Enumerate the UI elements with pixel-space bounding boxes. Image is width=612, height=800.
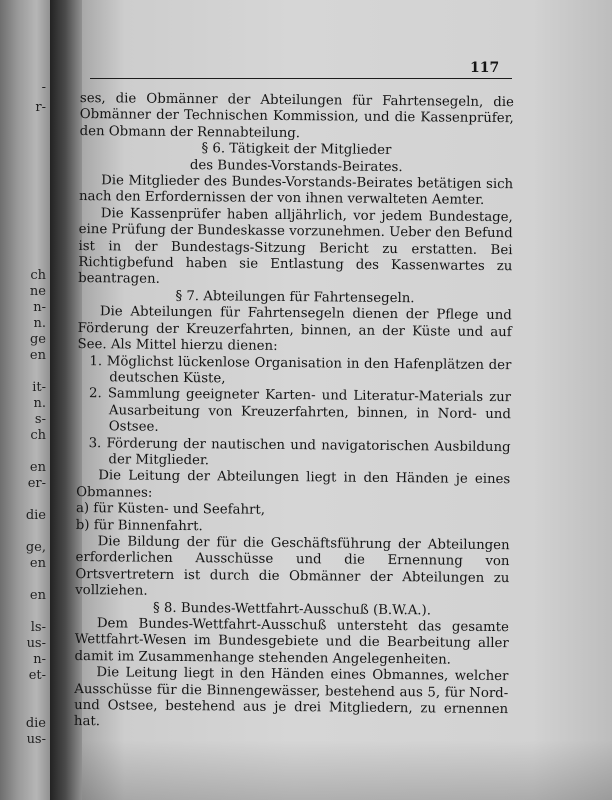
section-heading-6-line2: des Bundes-Vorstands-Beirates.	[189, 157, 403, 175]
section-heading-7: § 7. Abteilungen für Fahrtensegeln.	[175, 288, 415, 307]
numbered-list	[76, 353, 511, 472]
left-margin-fragment: us-	[26, 636, 46, 651]
page-body	[74, 91, 514, 735]
left-margin-fragment: en	[29, 556, 46, 571]
left-margin-fragment: r-	[35, 100, 46, 115]
header-rule	[90, 78, 512, 79]
page-number: 117	[470, 60, 500, 76]
left-margin-fragment: ch	[30, 428, 46, 443]
left-margin-fragment: die	[25, 508, 46, 523]
list-item: 1. Möglichst lückenlose Organisation in den Hafenplätzen der deutschen Küste,	[89, 353, 512, 387]
left-margin-fragment: -	[41, 80, 46, 95]
page-shadow	[82, 740, 612, 800]
left-margin-fragment: et-	[28, 668, 46, 683]
list-item: 2. Sammlung geeigneter Karten- und Literatur-Materials zur Ausarbeitung von Kreuzerfahrten, binnen, in Nord- und Ostsee.	[89, 386, 512, 435]
left-margin-fragment: n.	[33, 316, 46, 331]
paragraph: Die Mitglieder des Bundes-Vorstands-Beirates betätigen sich nach den Erfordernissen der von ihnen verwalteten Aemter.	[78, 173, 514, 209]
left-margin-fragment: ls-	[30, 620, 46, 635]
left-margin-fragment: en	[29, 588, 46, 603]
left-margin-fragment: ge	[29, 332, 46, 347]
left-margin-fragment: us-	[26, 732, 46, 747]
list-item: 3. Förderung der nautischen und navigatorischen Ausbildung der Mitglieder.	[88, 435, 511, 469]
paragraph: ses, die Obmänner der Abteilungen für Fahrtensegeln, die Obmänner der Technischen Kommission, und die Kassenprüfer, den Obmann der Rennabteilung.	[79, 91, 514, 141]
paragraph: Die Leitung liegt in den Händen eines Obmannes, welcher Ausschüsse für die Binnengewässer, bestehend aus 5, für Nord- und Ostsee, bestehend aus je drei Mitgliedern, zu ernennen hat.	[73, 665, 509, 730]
left-margin-fragment: en	[29, 348, 46, 363]
paragraph: Die Bildung der für die Geschäftsführung der Abteilungen erforderlichen Ausschüsse und die Ernennung von Ortsvertretern ist durch die Obmänner der Abteilungen zu vollziehen.	[75, 534, 510, 599]
left-margin-fragment: n-	[33, 652, 46, 667]
left-facing-page	[0, 0, 52, 800]
left-margin-fragment: en	[29, 460, 46, 475]
left-margin-fragment: n-	[33, 300, 46, 315]
left-margin-fragment: ne	[29, 284, 46, 299]
sub-item-a: a) für Küsten- und Seefahrt,	[75, 501, 266, 518]
left-margin-fragment: er-	[27, 476, 46, 491]
left-margin-fragment: die	[25, 716, 46, 731]
paragraph: Die Leitung der Abteilungen liegt in den Händen je eines Obmannes:	[76, 468, 511, 501]
left-margin-fragment: ge,	[25, 540, 46, 555]
section-heading-6: § 6. Tätigkeit der Mitglieder	[201, 141, 392, 159]
sub-item-b: b) für Binnenfahrt.	[75, 517, 203, 534]
section-heading-8: § 8. Bundes-Wettfahrt-Ausschuß (B.W.A.).	[153, 600, 432, 618]
paragraph: Dem Bundes-Wettfahrt-Ausschuß untersteht das gesamte Wettfahrt-Wesen im Bundesgebiete und die Bearbeitung aller damit im Zusammenhange stehenden Angelegenheiten.	[74, 616, 509, 668]
paragraph: Die Kassenprüfer haben alljährlich, vor jedem Bundestage, eine Prüfung der Bundeskasse vorzunehmen. Ueber den Befund ist in der Bundestags-Sitzung Bericht zu erstatten. Bei Richtigbefund haben sie Entlastung des Kassenwartes zu beantragen.	[78, 206, 513, 288]
left-margin-fragment: ch	[30, 268, 46, 283]
left-margin-fragment: it-	[32, 380, 46, 395]
left-margin-fragment: n.	[33, 396, 46, 411]
paragraph: Die Abteilungen für Fahrtensegeln dienen der Pflege und Förderung der Kreuzerfahrten, binnen, an der Küste und auf See. Als Mittel hierzu dienen:	[77, 304, 512, 355]
left-margin-fragment: s-	[34, 412, 46, 427]
